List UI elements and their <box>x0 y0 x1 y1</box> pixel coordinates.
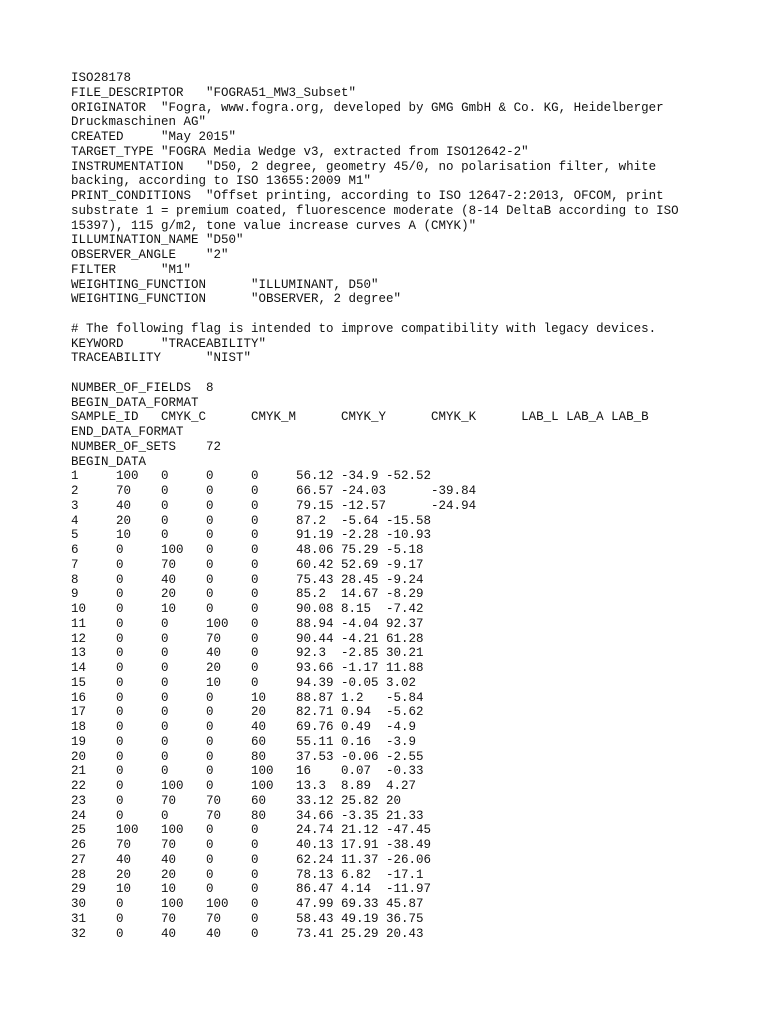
text-line: 11 0 0 100 0 88.94 -4.04 92.37 <box>71 616 424 631</box>
text-line: WEIGHTING_FUNCTION "ILLUMINANT, D50" <box>71 277 379 292</box>
text-line: 5 10 0 0 0 91.19 -2.28 -10.93 <box>71 528 432 543</box>
text-line: 19 0 0 0 60 55.11 0.16 -3.9 <box>71 734 417 749</box>
text-line: 8 0 40 0 0 75.43 28.45 -9.24 <box>71 572 424 587</box>
text-line: 25 100 100 0 0 24.74 21.12 -47.45 <box>71 823 432 838</box>
text-line: backing, according to ISO 13655:2009 M1" <box>71 174 372 189</box>
text-line: Druckmaschinen AG" <box>71 115 207 130</box>
text-line: 10 0 10 0 0 90.08 8.15 -7.42 <box>71 602 424 616</box>
text-line: 26 70 70 0 0 40.13 17.91 -38.49 <box>71 838 432 852</box>
text-line: INSTRUMENTATION "D50, 2 degree, geometry 45/0, no polarisation filter, white <box>71 159 657 174</box>
text-line: 9 0 20 0 0 85.2 14.67 -8.29 <box>71 587 424 602</box>
text-line: 20 0 0 0 80 37.53 -0.06 -2.55 <box>71 749 424 764</box>
text-line: WEIGHTING_FUNCTION "OBSERVER, 2 degree" <box>71 292 402 307</box>
text-line: 24 0 0 70 80 34.66 -3.35 21.33 <box>71 808 424 823</box>
text-line: 15397), 115 g/m2, tone value increase curves A (CMYK)" <box>71 218 477 233</box>
text-line: # The following flag is intended to improve compatibility with legacy devices. <box>71 321 657 336</box>
text-line: CREATED "May 2015" <box>71 130 237 144</box>
text-line: BEGIN_DATA_FORMAT <box>71 395 199 410</box>
text-line: 13 0 0 40 0 92.3 -2.85 30.21 <box>71 646 424 661</box>
text-line: 32 0 40 40 0 73.41 25.29 20.43 <box>71 926 424 941</box>
text-line: 4 20 0 0 0 87.2 -5.64 -15.58 <box>71 513 432 528</box>
text-line: 31 0 70 70 0 58.43 49.19 36.75 <box>71 911 424 926</box>
text-line: 27 40 40 0 0 62.24 11.37 -26.06 <box>71 852 432 867</box>
text-line: BEGIN_DATA <box>71 454 147 469</box>
text-line: ORIGINATOR "Fogra, www.fogra.org, developed by GMG GmbH & Co. KG, Heidelberger <box>71 100 664 115</box>
text-line: 29 10 10 0 0 86.47 4.14 -11.97 <box>71 882 432 897</box>
text-line: FILE_DESCRIPTOR "FOGRA51_MW3_Subset" <box>71 85 357 100</box>
text-line: PRINT_CONDITIONS "Offset printing, according to ISO 12647-2:2013, OFCOM, print <box>71 189 664 203</box>
text-line: 23 0 70 70 60 33.12 25.82 20 <box>71 793 402 808</box>
text-line: 12 0 0 70 0 90.44 -4.21 61.28 <box>71 631 424 646</box>
text-line: NUMBER_OF_FIELDS 8 <box>71 380 214 395</box>
text-line: 1 100 0 0 0 56.12 -34.9 -52.52 <box>71 469 432 484</box>
text-line: TARGET_TYPE "FOGRA Media Wedge v3, extracted from ISO12642-2" <box>71 144 529 159</box>
text-line: FILTER "M1" <box>71 262 192 277</box>
text-line: 15 0 0 10 0 94.39 -0.05 3.02 <box>71 675 417 690</box>
text-line: ISO28178 <box>71 71 132 85</box>
text-line: 21 0 0 0 100 16 0.07 -0.33 <box>71 764 424 779</box>
text-line <box>71 366 731 381</box>
text-line: 2 70 0 0 0 66.57 -24.03 -39.84 <box>71 484 477 498</box>
text-line: substrate 1 = premium coated, fluorescence moderate (8-14 DeltaB according to ISO <box>71 203 679 218</box>
text-line: END_DATA_FORMAT <box>71 425 184 439</box>
text-line: 30 0 100 100 0 47.99 69.33 45.87 <box>71 897 424 911</box>
text-line <box>71 307 731 322</box>
text-line: NUMBER_OF_SETS 72 <box>71 439 222 454</box>
text-line: SAMPLE_ID CMYK_C CMYK_M CMYK_Y CMYK_K LAB_L LAB_A LAB_B <box>71 410 649 425</box>
text-line: 3 40 0 0 0 79.15 -12.57 -24.94 <box>71 498 477 513</box>
text-line: ILLUMINATION_NAME "D50" <box>71 233 244 248</box>
text-line: 22 0 100 0 100 13.3 8.89 4.27 <box>71 779 417 793</box>
text-line: TRACEABILITY "NIST" <box>71 351 252 366</box>
text-line: 14 0 0 20 0 93.66 -1.17 11.88 <box>71 661 424 675</box>
text-line: 17 0 0 0 20 82.71 0.94 -5.62 <box>71 705 424 720</box>
text-line: 6 0 100 0 0 48.06 75.29 -5.18 <box>71 543 424 557</box>
text-line: 7 0 70 0 0 60.42 52.69 -9.17 <box>71 557 424 572</box>
text-line: KEYWORD "TRACEABILITY" <box>71 336 267 351</box>
text-line: 18 0 0 0 40 69.76 0.49 -4.9 <box>71 720 417 734</box>
text-line: 16 0 0 0 10 88.87 1.2 -5.84 <box>71 690 424 705</box>
document-page <box>71 71 731 941</box>
text-line: 28 20 20 0 0 78.13 6.82 -17.1 <box>71 867 424 882</box>
text-line: OBSERVER_ANGLE "2" <box>71 248 229 262</box>
